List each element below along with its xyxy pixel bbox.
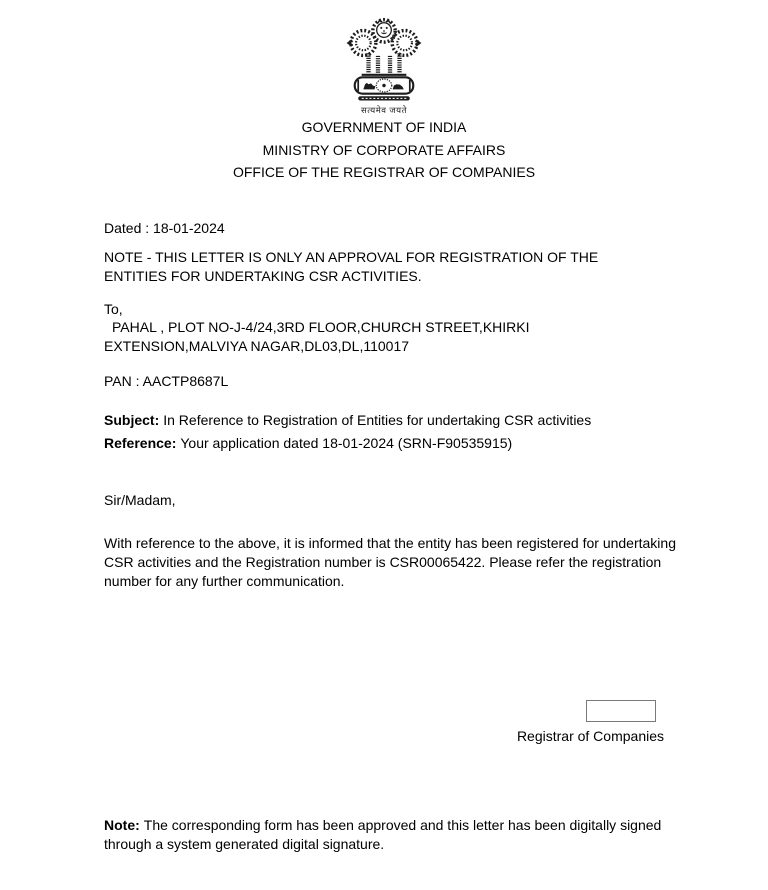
reference-text: Your application dated 18-01-2024 (SRN-F90535915) (180, 435, 513, 451)
approval-note-line-1: NOTE - THIS LETTER IS ONLY AN APPROVAL FOR REGISTRATION OF THE (104, 249, 599, 265)
header-government-of-india: GOVERNMENT OF INDIA (301, 119, 467, 135)
digital-signature-box (586, 700, 656, 722)
pan-line: PAN : AACTP8687L (104, 373, 229, 389)
approval-note-line-2: ENTITIES FOR UNDERTAKING CSR ACTIVITIES. (104, 268, 422, 284)
approval-note (104, 248, 688, 286)
recipient-address (104, 318, 688, 356)
reference-label: Reference: (104, 435, 177, 451)
address-line-2: EXTENSION,MALVIYA NAGAR,DL03,DL,110017 (104, 338, 410, 354)
header-office: OFFICE OF THE REGISTRAR OF COMPANIES (232, 164, 536, 180)
dated-line: Dated : 18-01-2024 (104, 220, 225, 236)
footnote-text-1: The corresponding form has been approved and this letter has been digitally signed (143, 817, 662, 833)
footnote-line-1 (104, 816, 688, 835)
footnote-line-2: through a system generated digital signature. (104, 836, 385, 852)
subject-text: In Reference to Registration of Entities for undertaking CSR activities (163, 412, 592, 428)
header-ministry: MINISTRY OF CORPORATE AFFAIRS (262, 142, 506, 158)
body-line-2: CSR activities and the Registration number is CSR00065422. Please refer the registration (104, 554, 662, 570)
subject-label: Subject: (104, 412, 160, 428)
reference-line (104, 434, 688, 453)
salutation: Sir/Madam, (104, 492, 176, 508)
signature-title: Registrar of Companies (516, 728, 664, 744)
subject-line (104, 411, 688, 430)
body-line-3: number for any further communication. (104, 573, 345, 589)
body-line-1: With reference to the above, it is informed that the entity has been registered for undertaking (104, 535, 676, 551)
footnote (104, 816, 688, 854)
india-state-emblem-icon (341, 12, 427, 104)
emblem-motto: सत्यमेव जयते (361, 105, 407, 115)
footnote-label: Note: (104, 817, 140, 833)
body-paragraph (104, 534, 688, 591)
emblem-block (0, 12, 768, 116)
to-line: To, (104, 301, 123, 317)
address-line-1: PAHAL , PLOT NO-J-4/24,3RD FLOOR,CHURCH STREET,KHIRKI (112, 319, 530, 335)
